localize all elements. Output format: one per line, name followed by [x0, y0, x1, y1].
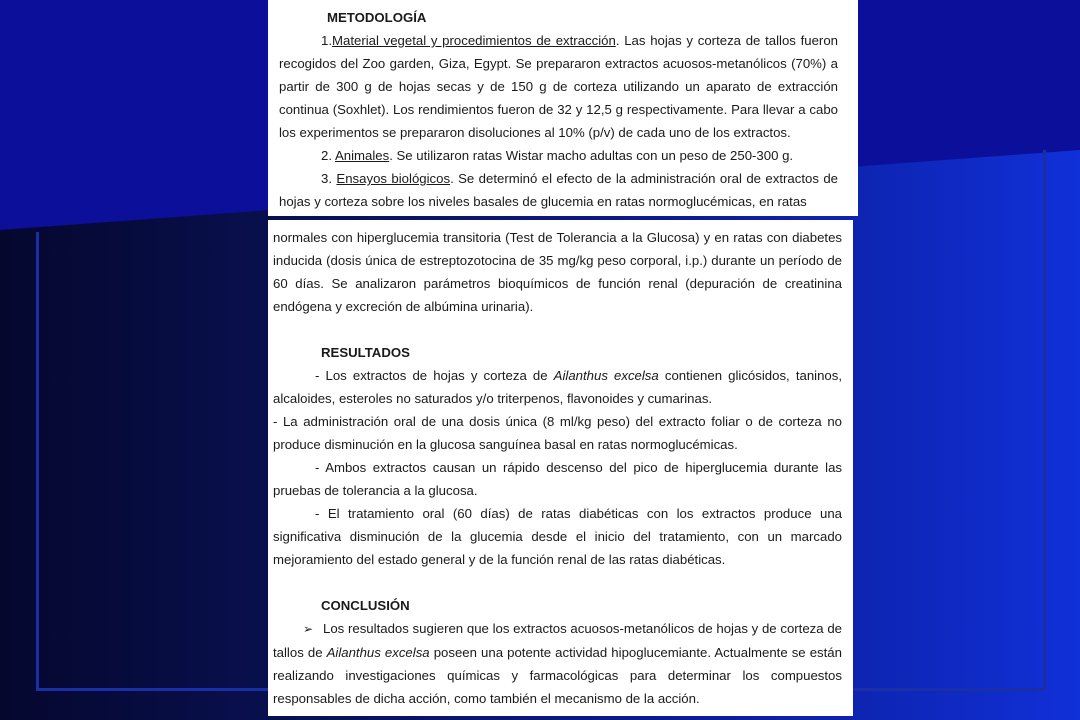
- item1-title: Material vegetal y procedimientos de extracción: [332, 33, 616, 48]
- conclusion-heading: CONCLUSIÓN: [321, 598, 410, 613]
- metodologia-item-2: 2. Animales. Se utilizaron ratas Wistar macho adultas con un peso de 250-300 g.: [321, 148, 794, 163]
- resultado-1: - Los extractos de hojas y corteza de Ailanthus excelsa contienen glicósidos, taninos, alcaloides, esteroles no saturados y/o triterpenos, flavonoides y cumarinas.: [273, 368, 843, 406]
- species-name: Ailanthus excelsa: [326, 645, 430, 660]
- metodologia-item-3: 3. Ensayos biológicos. Se determinó el efecto de la administración oral de extractos de hojas y corteza sobre los niveles basales de glucemia en ratas normoglucémicas, en ratas: [279, 171, 838, 209]
- metodologia-item-3-continued: normales con hiperglucemia transitoria (Test de Tolerancia a la Glucosa) y en ratas con diabetes inducida (dosis única de estreptozotocina de 35 mg/kg peso corporal, i.p.) durante un período de 60 días. Se analizaron parámetros bioquímicos de función renal (depuración de creatinina endógena y excreción de albúmina urinaria).: [273, 230, 842, 314]
- conclusion-text: ➢ Los resultados sugieren que los extractos acuosos-metanólicos de hojas y de corteza de tallos de Ailanthus excelsa poseen una potente actividad hipoglucemiante. Actualmente se están realizando investigaciones químicas y farmacológicas para determinar los compuestos responsables de dicha acción, como también el mecanismo de la acción.: [273, 617, 842, 710]
- item3-title: Ensayos biológicos: [336, 171, 451, 186]
- resultado-4: - El tratamiento oral (60 días) de ratas diabéticas con los extractos produce una significativa disminución de la glucemia desde el inicio del tratamiento, con un marcado mejoramiento del estado general y de la función renal de las ratas diabéticas.: [273, 506, 842, 567]
- frame-right-line: [1043, 150, 1046, 691]
- metodologia-item-1: 1.Material vegetal y procedimientos de extracción. Las hojas y corteza de tallos fueron recogidos del Zoo garden, Giza, Egypt. Se prepararon extractos acuosos-metanólicos (70%) a partir de 300 g de hojas secas y de 150 g de corteza utilizando un aparato de extracción continua (Soxhlet). Los rendimientos fueron de 32 y 12,5 g respectivamente. Para llevar a cabo los experimentos se prepararon disoluciones al 10% (p/v) de cada uno de los extractos.: [279, 33, 838, 140]
- species-name: Ailanthus excelsa: [553, 368, 659, 383]
- resultado-3: - Ambos extractos causan un rápido descenso del pico de hiperglucemia durante las pruebas de tolerancia a la glucosa.: [273, 460, 842, 498]
- frame-left-line: [36, 232, 39, 690]
- metodologia-heading: METODOLOGÍA: [327, 10, 427, 25]
- arrow-bullet-icon: ➢: [303, 622, 314, 636]
- document-panel-bottom: [268, 220, 853, 716]
- resultado-2: - La administración oral de una dosis única (8 ml/kg peso) del extracto foliar o de corteza no produce disminución en la glucosa sanguínea basal en ratas normoglucémicas.: [273, 414, 842, 452]
- resultados-heading: RESULTADOS: [321, 345, 410, 360]
- item2-title: Animales: [334, 148, 390, 163]
- document-panel-top: [268, 0, 858, 216]
